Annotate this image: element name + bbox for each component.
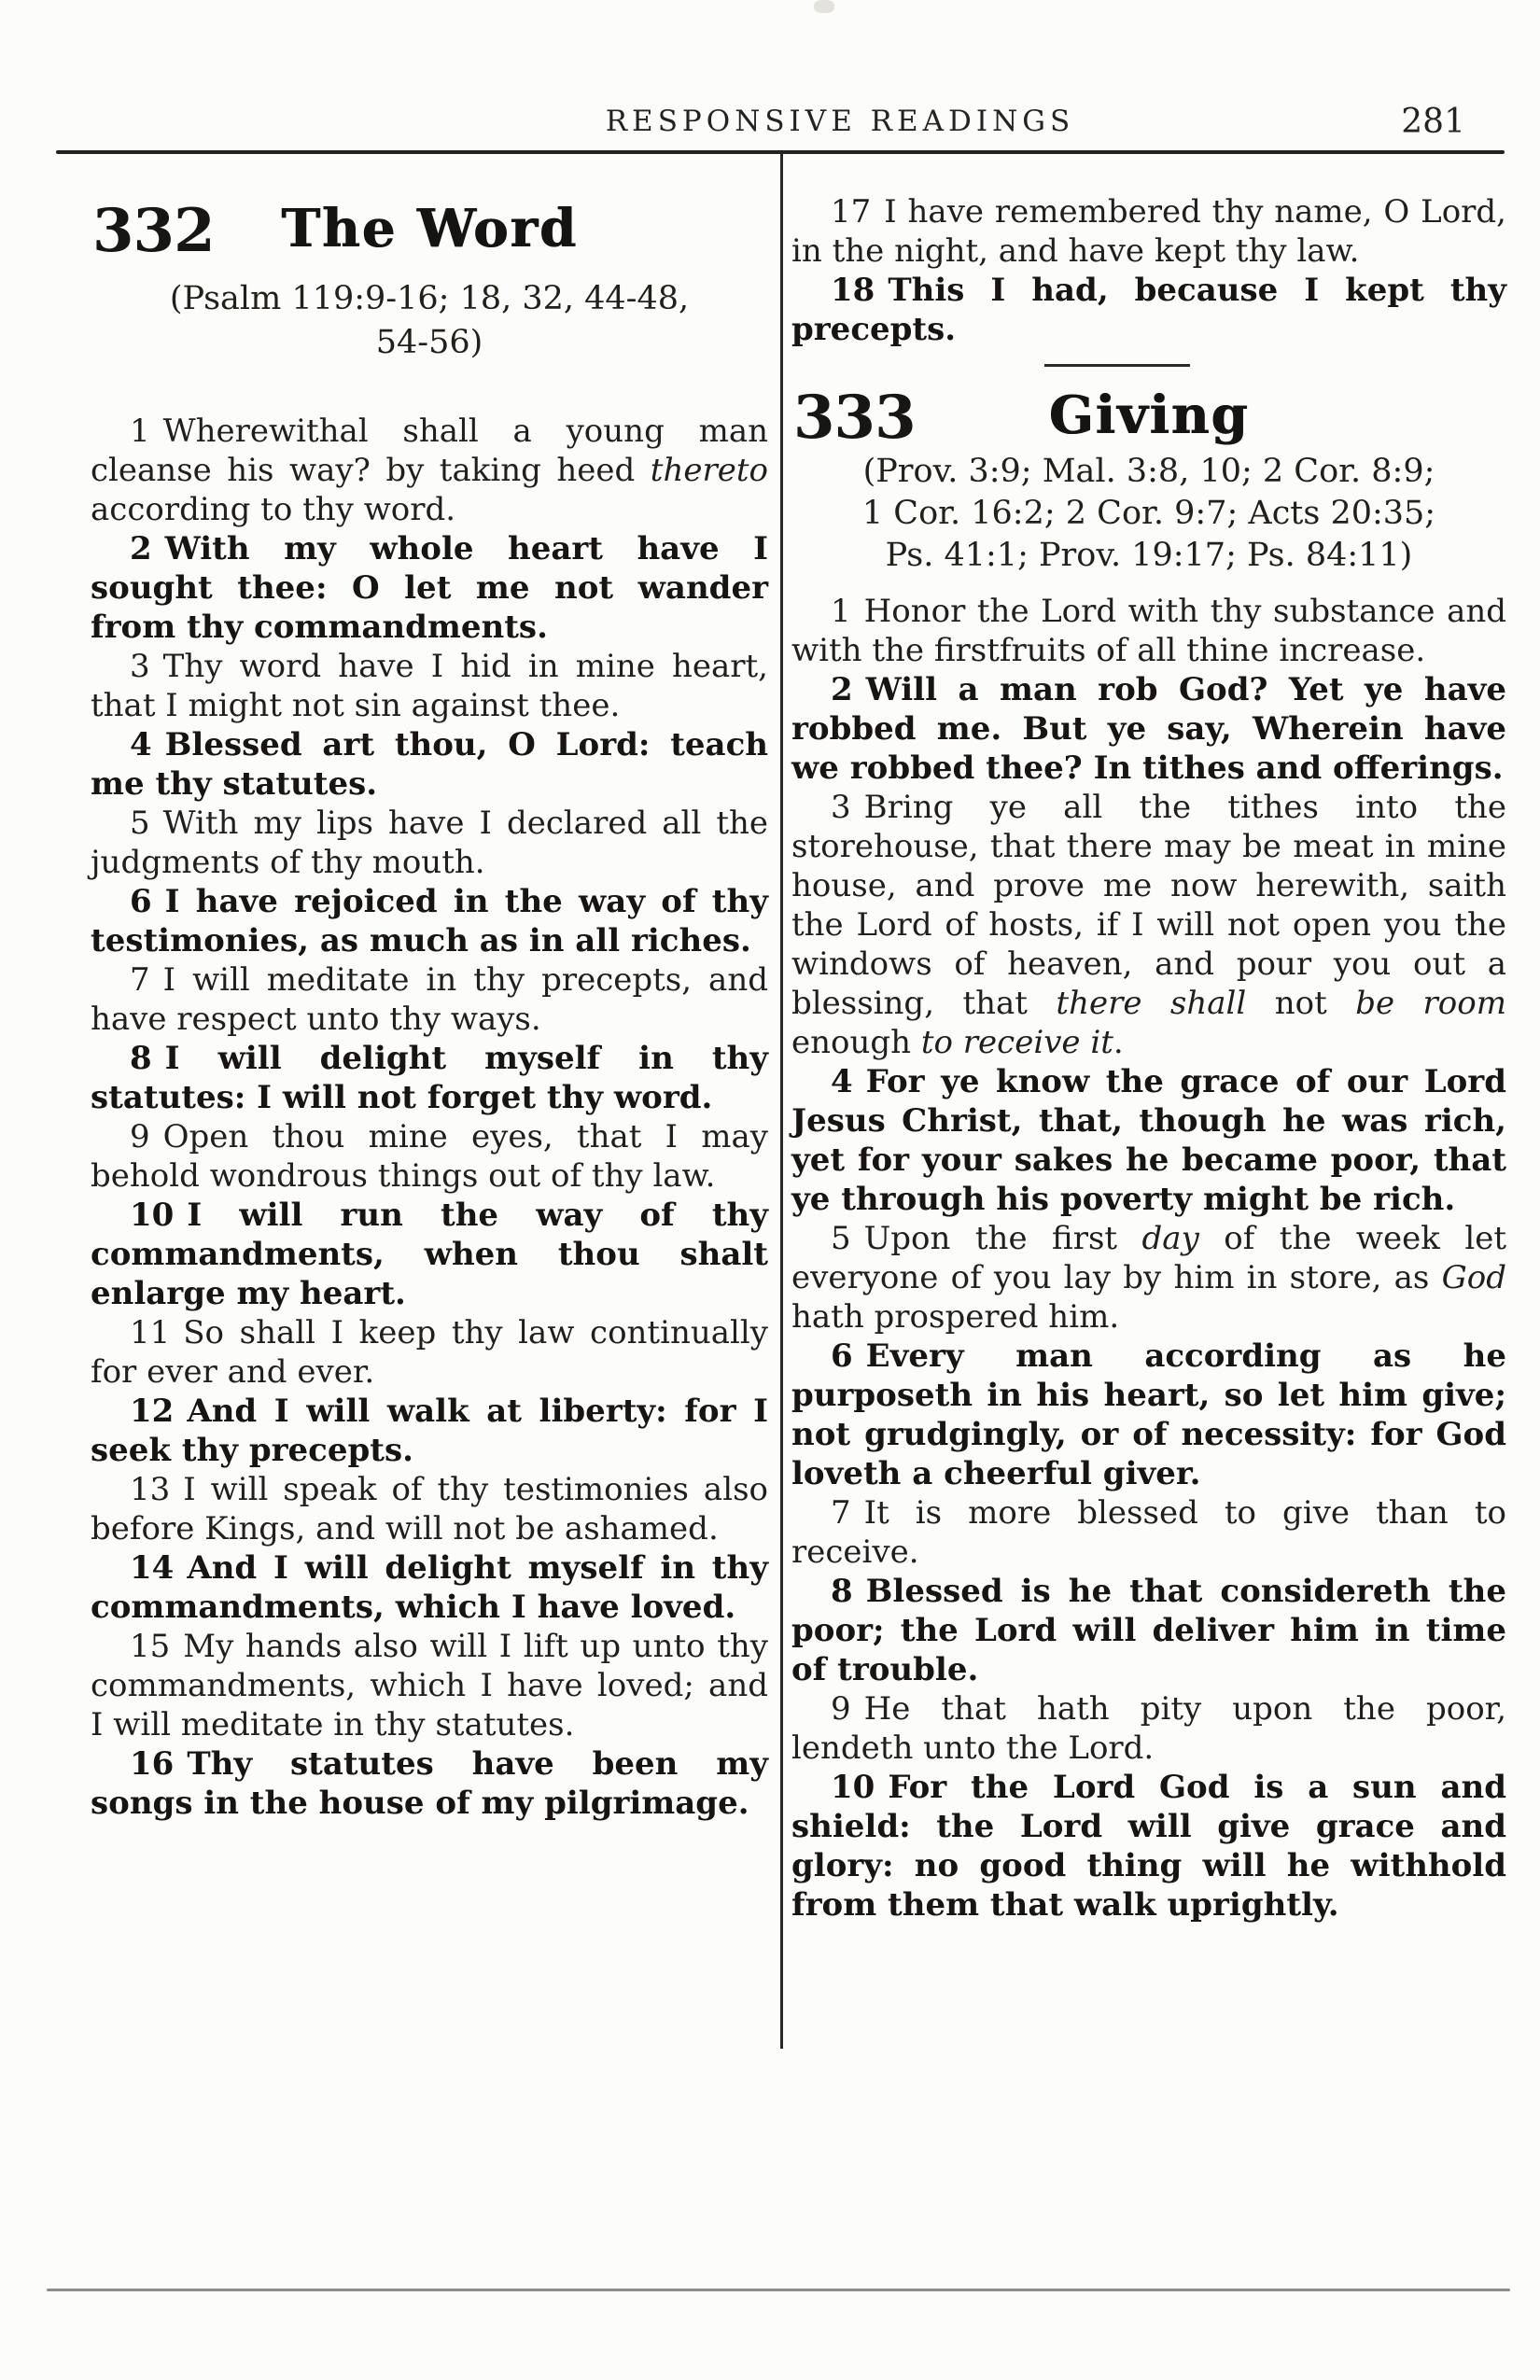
right-column: [791, 192, 1506, 1925]
reference-line: (Psalm 119:9-16; 18, 32, 44-48,: [169, 280, 690, 317]
reading-332-heading: [91, 191, 768, 266]
verse-7: 7 It is more blessed to give than to receive.: [791, 1494, 1506, 1571]
verse-number: 17: [831, 193, 872, 231]
verse-9: 9 Open thou mine eyes, that I may behold wondrous things out of thy law.: [91, 1118, 768, 1195]
verse-11: 11 So shall I keep thy law continually for ever and ever.: [91, 1314, 768, 1391]
reading-332-title-blackletter: The Word: [281, 198, 578, 259]
reference-line: 1 Cor. 16:2; 2 Cor. 9:7; Acts 20:35;: [861, 495, 1436, 532]
verse-number: 2: [130, 530, 152, 567]
section-divider-rule: [1044, 364, 1190, 367]
page-bottom-scan-line: [47, 2289, 1510, 2291]
verse-number: 9: [130, 1118, 150, 1155]
verse-4: 4 Blessed art thou, O Lord: teach me thy statutes.: [91, 726, 768, 803]
verse-4: 4 For ye know the grace of our Lord Jesus Christ, that, though he was rich, yet for your sakes he became poor, that ye through his poverty might be rich.: [791, 1063, 1506, 1218]
verse-number: 1: [831, 593, 851, 630]
verse-number: 6: [130, 883, 152, 920]
verse-6: 6 Every man according as he purposeth in his heart, so let him give; not grudgingly, or of necessity: for God loveth a cheerful giver.: [791, 1337, 1506, 1492]
reading-332-verses-1-16: [91, 412, 768, 1823]
verse-1: 1 Wherewithal shall a young man cleanse his way? by taking heed thereto according to thy word.: [91, 413, 768, 528]
verse-number: 18: [831, 272, 875, 309]
page-header-title: RESPONSIVE READINGS: [605, 105, 1075, 138]
reference-line: Ps. 41:1; Prov. 19:17; Ps. 84:11): [885, 537, 1413, 574]
verse-number: 7: [130, 961, 150, 999]
verse-6: 6 I have rejoiced in the way of thy testimonies, as much as in all riches.: [91, 883, 768, 959]
verse-1: 1 Honor the Lord with thy substance and with the firstfruits of all thine increase.: [791, 593, 1506, 669]
verse-number: 4: [130, 726, 152, 763]
verse-12: 12 And I will walk at liberty: for I seek thy precepts.: [91, 1393, 768, 1469]
verse-13: 13 I will speak of thy testimonies also before Kings, and will not be ashamed.: [91, 1471, 768, 1547]
verse-number: 15: [130, 1628, 171, 1665]
reading-333-title-blackletter: Giving: [1048, 385, 1250, 446]
verse-3: 3 Bring ye all the tithes into the storehouse, that there may be meat in mine house, and prove me now herewith, saith the Lord of hosts, if I will not open you the windows of heaven, and pour you out a blessing, that there shall not be room enough to receive it.: [791, 789, 1506, 1061]
verse-number: 4: [831, 1063, 853, 1100]
reference-line: 54-56): [375, 324, 483, 361]
verse-number: 2: [831, 671, 853, 708]
verse-number: 1: [130, 413, 150, 450]
verse-number: 14: [130, 1549, 175, 1587]
reading-332-verses-17-18: [791, 192, 1506, 349]
verse-7: 7 I will meditate in thy precepts, and have respect unto thy ways.: [91, 961, 768, 1038]
scan-smudge-artifact: [814, 0, 834, 13]
verse-number: 3: [831, 789, 851, 826]
verse-number: 3: [130, 648, 150, 685]
verse-15: 15 My hands also will I lift up unto thy commandments, which I have loved; and I will meditate in thy statutes.: [91, 1628, 768, 1743]
verse-14: 14 And I will delight myself in thy commandments, which I have loved.: [91, 1549, 768, 1626]
verse-number: 5: [130, 805, 150, 842]
verse-10: 10 For the Lord God is a sun and shield: the Lord will give grace and glory: no good thing will he withhold from them that walk uprightly.: [791, 1769, 1506, 1924]
reading-332-scripture-reference: [91, 277, 768, 365]
verse-number: 6: [831, 1337, 853, 1375]
verse-16: 16 Thy statutes have been my songs in the house of my pilgrimage.: [91, 1745, 768, 1822]
verse-number: 11: [130, 1314, 171, 1351]
verse-number: 8: [831, 1573, 853, 1610]
verse-10: 10 I will run the way of thy commandments, when thou shalt enlarge my heart.: [91, 1197, 768, 1312]
verse-number: 8: [130, 1040, 152, 1077]
verse-18: 18 This I had, because I kept thy precepts.: [791, 272, 1506, 348]
verse-2: 2 With my whole heart have I sought thee: O let me not wander from thy commandments.: [91, 530, 768, 646]
verse-number: 9: [831, 1690, 851, 1728]
reading-332-number: 332: [92, 195, 215, 266]
reading-333-scripture-reference: [791, 451, 1506, 577]
verse-number: 13: [130, 1471, 171, 1508]
verse-5: 5 With my lips have I declared all the judgments of thy mouth.: [91, 805, 768, 881]
column-divider-rule: [780, 154, 783, 2049]
reading-333-verses-1-10: [791, 592, 1506, 1925]
verse-number: 5: [831, 1220, 851, 1257]
left-column: [91, 191, 768, 1823]
reading-333-number: 333: [793, 382, 916, 453]
verse-3: 3 Thy word have I hid in mine heart, that I might not sin against thee.: [91, 648, 768, 724]
reference-line: (Prov. 3:9; Mal. 3:8, 10; 2 Cor. 8:9;: [862, 453, 1435, 490]
reading-333-heading: [791, 378, 1506, 453]
verse-8: 8 Blessed is he that considereth the poor; the Lord will deliver him in time of trouble.: [791, 1573, 1506, 1688]
verse-9: 9 He that hath pity upon the poor, lendeth unto the Lord.: [791, 1690, 1506, 1767]
verse-number: 16: [130, 1745, 175, 1783]
verse-number: 10: [831, 1769, 875, 1806]
verse-8: 8 I will delight myself in thy statutes: I will not forget thy word.: [91, 1040, 768, 1116]
verse-17: 17 I have remembered thy name, O Lord, in the night, and have kept thy law.: [791, 193, 1506, 270]
verse-number: 12: [130, 1393, 175, 1430]
verse-number: 10: [130, 1197, 175, 1234]
verse-2: 2 Will a man rob God? Yet ye have robbed me. But ye say, Wherein have we robbed thee? In tithes and offerings.: [791, 671, 1506, 787]
verse-5: 5 Upon the first day of the week let everyone of you lay by him in store, as God hath prospered him.: [791, 1220, 1506, 1336]
verse-number: 7: [831, 1494, 851, 1532]
page-number: 281: [1401, 103, 1465, 141]
